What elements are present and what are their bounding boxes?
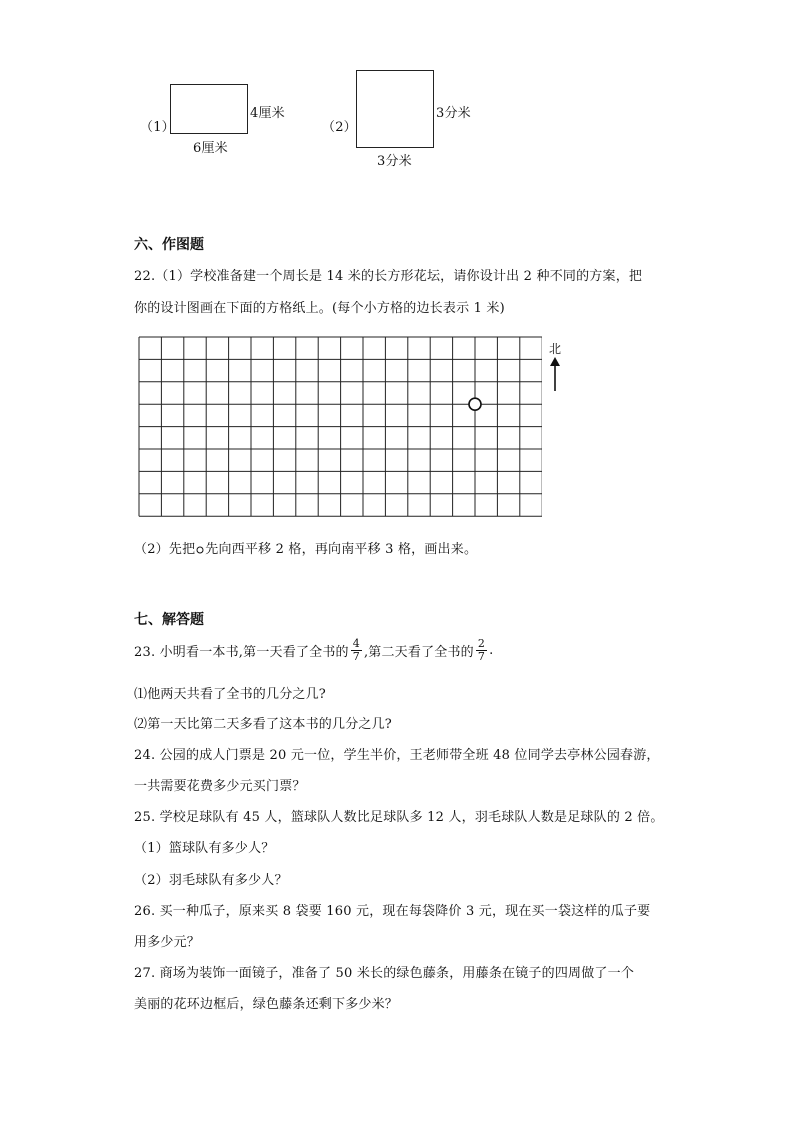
question-22-line-2: 你的设计图画在下面的方格纸上。(每个小方格的边长表示 1 米) xyxy=(134,301,505,316)
fraction-2-numerator: 2 xyxy=(477,637,486,650)
question-27-line-2: 美丽的花环边框后，绿色藤条还剩下多少米？ xyxy=(134,997,399,1012)
question-22-line-1: 22.（1）学校准备建一个周长是 14 米的长方形花坛，请你设计出 2 种不同的方案，把 xyxy=(134,269,643,284)
question-23-text-b: ,第二天看了全书的 xyxy=(363,645,474,660)
question-23-sub-2: ⑵第一天比第二天多看了这本书的几分之几? xyxy=(134,717,392,732)
question-23-sub-1: ⑴他两天共看了全书的几分之几? xyxy=(134,687,326,702)
question-23 xyxy=(134,638,493,663)
fraction-two-sevenths xyxy=(476,638,487,663)
question-22-part-2-suffix: 先向西平移 2 格，再向南平移 3 格，画出来。 xyxy=(205,542,478,557)
grid-circle-marker xyxy=(469,398,481,410)
question-24-line-2: 一共需要花费多少元买门票？ xyxy=(134,779,306,794)
figure-2-width-label: 3分米 xyxy=(377,154,412,169)
question-25-line-1: 25. 学校足球队有 45 人，篮球队人数比足球队多 12 人，羽毛球队人数是足球队的 2 倍。 xyxy=(134,810,664,825)
figure-2-height-label: 3分米 xyxy=(436,106,471,121)
question-27-line-1: 27. 商场为装饰一面镜子，准备了 50 米长的绿色藤条，用藤条在镜子的四周做了一个 xyxy=(134,966,635,981)
question-22-part-2-prefix: （2）先把 xyxy=(134,542,196,557)
fraction-1-numerator: 4 xyxy=(352,637,360,650)
square-grid-paper xyxy=(138,336,542,518)
north-arrow-icon xyxy=(548,357,562,393)
figure-1-width-label: 6厘米 xyxy=(193,141,228,156)
question-23-text-a: 23. 小明看一本书,第一天看了全书的 xyxy=(134,645,349,660)
question-26-line-1: 26. 买一种瓜子，原来买 8 袋要 160 元，现在每袋降价 3 元，现在买一袋这样的瓜子要 xyxy=(134,904,651,919)
north-indicator xyxy=(548,340,562,397)
north-label: 北 xyxy=(549,342,562,356)
section-6-heading: 六、作图题 xyxy=(134,237,204,253)
fraction-four-sevenths xyxy=(351,638,362,663)
figure-2-label: （2） xyxy=(322,120,357,135)
square-figure-2 xyxy=(356,70,434,148)
fraction-2-denominator: 7 xyxy=(477,650,486,663)
figure-1-height-label: 4厘米 xyxy=(250,106,285,121)
question-26-line-2: 用多少元？ xyxy=(134,935,201,950)
question-24-line-1: 24. 公园的成人门票是 20 元一位，学生半价，王老师带全班 48 位同学去亭林公园春游， xyxy=(134,748,660,763)
question-25-sub-2: （2）羽毛球队有多少人？ xyxy=(134,873,288,888)
figure-1-label: （1） xyxy=(140,120,175,135)
section-7-heading: 七、解答题 xyxy=(134,612,204,628)
fraction-1-denominator: 7 xyxy=(352,650,360,663)
rectangle-figure-1 xyxy=(170,84,248,134)
small-circle-icon xyxy=(196,546,204,554)
question-25-sub-1: （1）篮球队有多少人？ xyxy=(134,841,275,856)
question-23-text-c: . xyxy=(489,643,494,658)
question-22-part-2 xyxy=(134,538,477,557)
